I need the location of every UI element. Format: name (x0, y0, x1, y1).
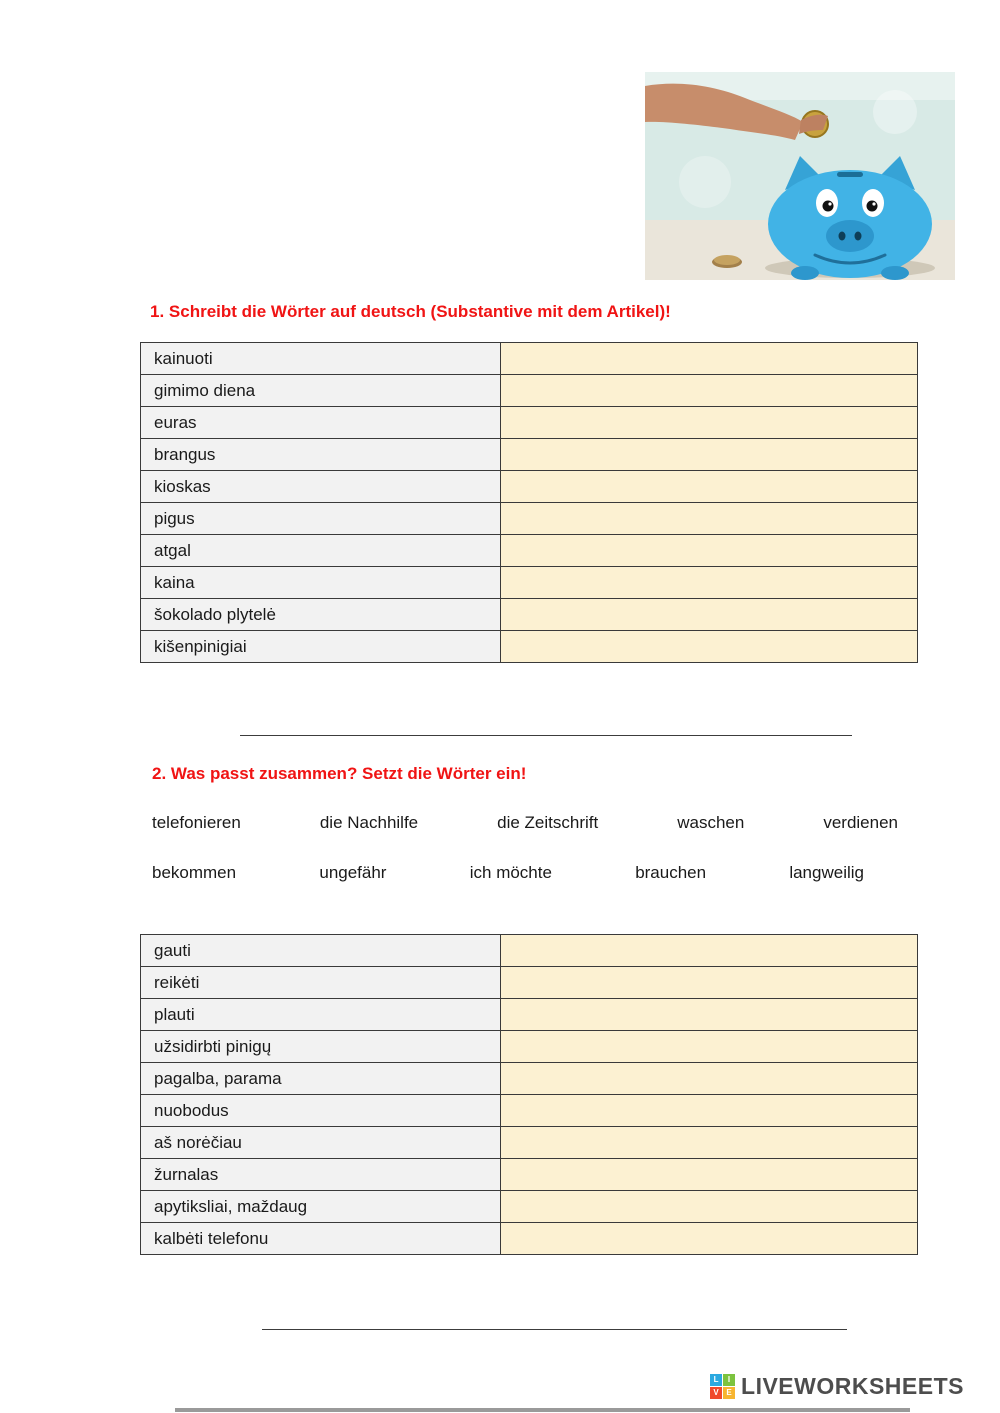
answer-input[interactable] (507, 439, 911, 470)
brand-wordmark: LIVEWORKSHEETS (741, 1373, 964, 1399)
answer-cell (501, 1223, 918, 1255)
table-row (141, 471, 918, 503)
coin-slot (837, 172, 863, 177)
term-cell: pagalba, parama (141, 1063, 501, 1095)
answer-input[interactable] (507, 631, 911, 662)
logo-square-e: E (723, 1387, 735, 1399)
answer-cell (501, 935, 918, 967)
table-row (141, 343, 918, 375)
word-bank-item: bekommen (152, 863, 237, 882)
word-bank-item: ungefähr (319, 863, 387, 882)
table-row (141, 1031, 918, 1063)
term-cell: atgal (141, 535, 501, 567)
table-row (141, 631, 918, 663)
answer-input[interactable] (507, 935, 911, 966)
cropped-content-edge (175, 1408, 910, 1412)
answer-cell (501, 1159, 918, 1191)
table-row (141, 1159, 918, 1191)
term-cell: kainuoti (141, 343, 501, 375)
answer-input[interactable] (507, 1127, 911, 1158)
answer-input[interactable] (507, 1191, 911, 1222)
answer-cell (501, 503, 918, 535)
term-cell: plauti (141, 999, 501, 1031)
answer-input[interactable] (507, 1095, 911, 1126)
word-bank-item: langweilig (789, 863, 864, 882)
answer-cell (501, 567, 918, 599)
term-cell: nuobodus (141, 1095, 501, 1127)
answer-input[interactable] (507, 967, 911, 998)
answer-input[interactable] (507, 471, 911, 502)
section2-title: 2. Was passt zusammen? Setzt die Wörter ein! (152, 764, 527, 783)
word-bank-item: telefonieren (152, 813, 241, 832)
term-cell: užsidirbti pinigų (141, 1031, 501, 1063)
word-bank-item: brauchen (635, 863, 707, 882)
section2-table (140, 934, 918, 1255)
liveworksheets-footer (710, 1373, 964, 1400)
answer-cell (501, 407, 918, 439)
table-row (141, 999, 918, 1031)
answer-cell (501, 439, 918, 471)
term-cell: gauti (141, 935, 501, 967)
word-bank-item: die Zeitschrift (497, 813, 599, 832)
logo-square-i: I (723, 1374, 735, 1386)
answer-input[interactable] (507, 535, 911, 566)
answer-cell (501, 375, 918, 407)
table-row (141, 1063, 918, 1095)
answer-cell (501, 1031, 918, 1063)
table-row (141, 1095, 918, 1127)
answer-input[interactable] (507, 375, 911, 406)
word-bank-item: waschen (677, 813, 745, 832)
term-cell: gimimo diena (141, 375, 501, 407)
divider-line (240, 724, 852, 736)
answer-cell (501, 471, 918, 503)
table-row (141, 375, 918, 407)
answer-input[interactable] (507, 1063, 911, 1094)
answer-input[interactable] (507, 1223, 911, 1254)
table-row (141, 567, 918, 599)
piggy-bank-photo (645, 72, 955, 280)
logo-square-l: L (710, 1374, 722, 1386)
answer-input[interactable] (507, 503, 911, 534)
divider-line (262, 1318, 847, 1330)
word-bank-row-2 (152, 863, 864, 883)
answer-cell (501, 1191, 918, 1223)
section1-table (140, 342, 918, 663)
term-cell: euras (141, 407, 501, 439)
piggy-bank-illustration (645, 72, 955, 280)
term-cell: brangus (141, 439, 501, 471)
term-cell: kioskas (141, 471, 501, 503)
section1-title: 1. Schreibt die Wörter auf deutsch (Substantive mit dem Artikel)! (150, 302, 671, 321)
word-bank-item: ich möchte (469, 863, 552, 882)
table-row (141, 1223, 918, 1255)
term-cell: aš norėčiau (141, 1127, 501, 1159)
answer-cell (501, 999, 918, 1031)
table-row (141, 935, 918, 967)
table-row (141, 535, 918, 567)
answer-input[interactable] (507, 1159, 911, 1190)
answer-input[interactable] (507, 407, 911, 438)
piggy-bank (768, 156, 932, 280)
logo-square-v: V (710, 1387, 722, 1399)
table-row (141, 439, 918, 471)
answer-input[interactable] (507, 1031, 911, 1062)
answer-cell (501, 1127, 918, 1159)
term-cell: kalbėti telefonu (141, 1223, 501, 1255)
term-cell: reikėti (141, 967, 501, 999)
term-cell: šokolado plytelė (141, 599, 501, 631)
word-bank-item: verdienen (823, 813, 898, 832)
term-cell: pigus (141, 503, 501, 535)
answer-cell (501, 599, 918, 631)
term-cell: žurnalas (141, 1159, 501, 1191)
answer-cell (501, 967, 918, 999)
answer-cell (501, 343, 918, 375)
answer-input[interactable] (507, 567, 911, 598)
table-row (141, 967, 918, 999)
answer-cell (501, 1063, 918, 1095)
liveworksheets-logo-icon (710, 1374, 735, 1399)
term-cell: kaina (141, 567, 501, 599)
answer-input[interactable] (507, 599, 911, 630)
term-cell: apytiksliai, maždaug (141, 1191, 501, 1223)
answer-cell (501, 631, 918, 663)
table-row (141, 503, 918, 535)
answer-cell (501, 535, 918, 567)
table-row (141, 407, 918, 439)
word-bank-item: die Nachhilfe (319, 813, 419, 832)
table-row (141, 1191, 918, 1223)
table-row (141, 1127, 918, 1159)
answer-cell (501, 1095, 918, 1127)
answer-input[interactable] (507, 343, 911, 374)
table-row (141, 599, 918, 631)
answer-input[interactable] (507, 999, 911, 1030)
term-cell: kišenpinigiai (141, 631, 501, 663)
word-bank-row-1 (152, 813, 898, 833)
